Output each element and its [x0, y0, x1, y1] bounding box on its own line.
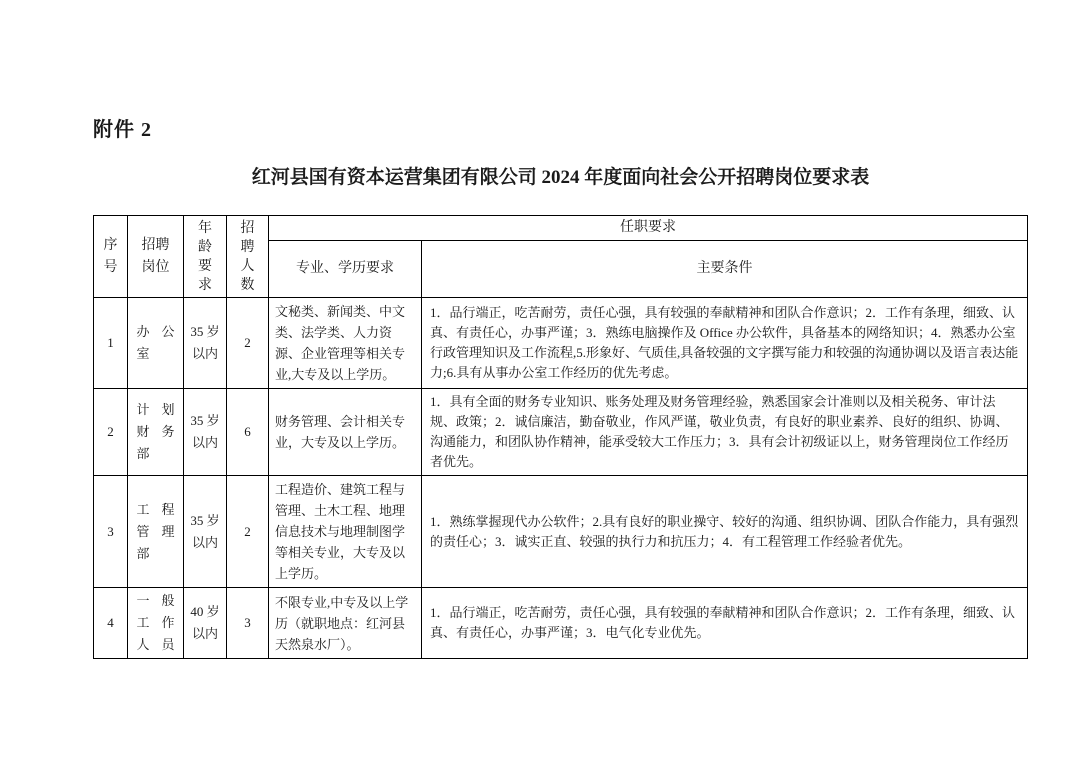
count-cell: 6	[227, 389, 269, 476]
conditions-cell: 1．熟练掌握现代办公软件；2.具有良好的职业操守、较好的沟通、组织协调、团队合作能力，具有强烈的责任心；3．诚实正直、较强的执行力和抗压力；4．有工程管理工作经验者优先。	[422, 476, 1028, 588]
major-cell: 工程造价、建筑工程与管理、土木工程、地理信息技术与地理制图学等相关专业，大专及以上学历。	[269, 476, 422, 588]
conditions-cell: 1．品行端正，吃苦耐劳，责任心强，具有较强的奉献精神和团队合作意识；2．工作有条理，细致、认真、有责任心，办事严谨；3．熟练电脑操作及 Office 办公软件，具备基本的网络知识；4．熟悉办公室行政管理知识及工作流程,5.形象好、气质佳,具备较强的文字撰写能力和较强的沟通协调以及语言表达能力;6.具有从事办公室工作经历的优先考虑。	[422, 298, 1028, 389]
col-header-index-label: 序号	[103, 237, 118, 275]
position-cell	[128, 476, 184, 588]
page-title: 红河县国有资本运营集团有限公司 2024 年度面向社会公开招聘岗位要求表	[251, 167, 870, 188]
position-text: 计划财务部	[136, 402, 175, 461]
count-cell: 2	[227, 298, 269, 389]
col-header-position-label: 招聘岗位	[141, 237, 170, 275]
position-text: 一般工作人员	[136, 593, 175, 652]
position-text: 工程管理部	[136, 501, 175, 561]
col-header-age	[184, 216, 227, 298]
conditions-cell: 1．品行端正，吃苦耐劳，责任心强，具有较强的奉献精神和团队合作意识；2．工作有条理，细致、认真、有责任心，办事严谨；3．电气化专业优先。	[422, 588, 1028, 659]
recruitment-requirements-table	[93, 215, 1028, 659]
age-text: 35 岁以内	[190, 512, 220, 550]
major-cell: 财务管理、会计相关专业，大专及以上学历。	[269, 389, 422, 476]
table-row	[94, 588, 1028, 659]
col-header-requirements-group: 任职要求	[269, 216, 1028, 241]
age-cell	[184, 588, 227, 659]
col-header-count	[227, 216, 269, 298]
age-cell	[184, 389, 227, 476]
age-cell	[184, 298, 227, 389]
age-text: 35 岁以内	[190, 413, 220, 450]
position-cell	[128, 298, 184, 389]
major-cell: 文秘类、新闻类、中文类、法学类、人力资源、企业管理等相关专业,大专及以上学历。	[269, 298, 422, 389]
major-cell: 不限专业,中专及以上学历（就职地点：红河县天然泉水厂）。	[269, 588, 422, 659]
attachment-label: 附件 2	[93, 119, 152, 141]
col-header-count-label: 招聘人数	[240, 220, 255, 293]
index-cell: 3	[94, 476, 128, 588]
position-cell	[128, 588, 184, 659]
table-row	[94, 476, 1028, 588]
col-header-position	[128, 216, 184, 298]
position-cell	[128, 389, 184, 476]
index-cell: 4	[94, 588, 128, 659]
conditions-cell: 1．具有全面的财务专业知识、账务处理及财务管理经验，熟悉国家会计准则以及相关税务、审计法规、政策；2．诚信廉洁，勤奋敬业，作风严谨，敬业负责，有良好的职业素养、良好的组织、协调、沟通能力，和团队协作精神，能承受较大工作压力；3．具有会计初级证以上，财务管理岗位工作经历者优先。	[422, 389, 1028, 476]
index-cell: 1	[94, 298, 128, 389]
table-row	[94, 298, 1028, 389]
header-row-1	[94, 216, 1028, 241]
count-cell: 2	[227, 476, 269, 588]
index-cell: 2	[94, 389, 128, 476]
table-row	[94, 389, 1028, 476]
age-text: 35 岁以内	[190, 324, 220, 361]
col-header-conditions: 主要条件	[422, 241, 1028, 298]
age-cell	[184, 476, 227, 588]
col-header-age-label: 年龄要求	[198, 220, 212, 293]
position-text: 办公室	[136, 324, 175, 361]
col-header-major: 专业、学历要求	[269, 241, 422, 298]
col-header-index	[94, 216, 128, 298]
count-cell: 3	[227, 588, 269, 659]
age-text: 40 岁以内	[190, 604, 220, 641]
